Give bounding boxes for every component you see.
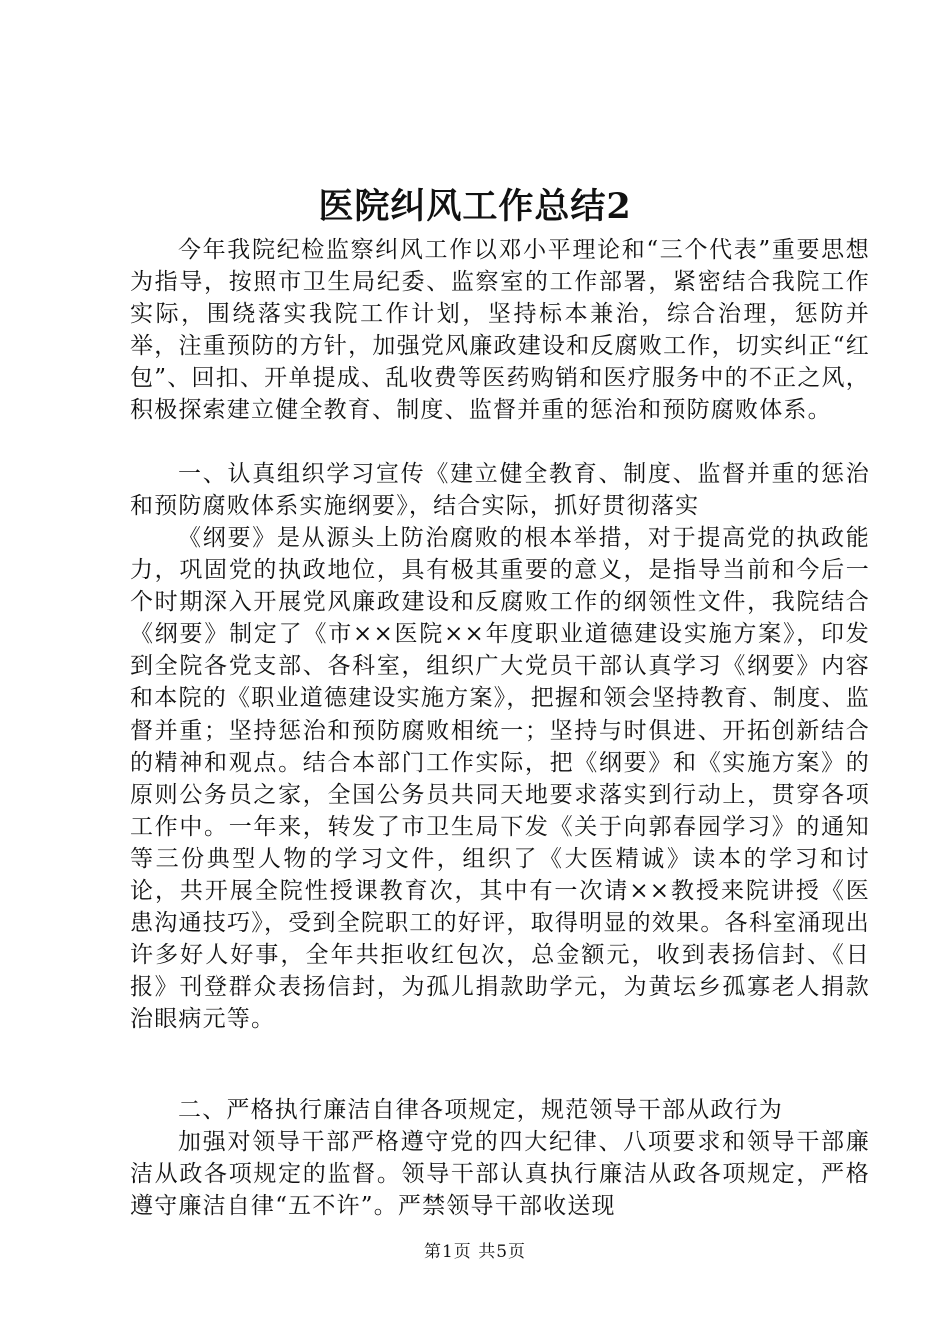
section2-body: 加强对领导干部严格遵守党的四大纪律、八项要求和领导干部廉洁从政各项规定的监督。领导干部认真执行廉洁从政各项规定，严格遵守廉洁自律“五不许”。严禁领导干部收送现 <box>130 1129 870 1220</box>
document-title: 医院纠风工作总结2 <box>318 186 632 227</box>
section1-body: 《纲要》是从源头上防治腐败的根本举措，对于提高党的执政能力，巩固党的执政地位，具有极其重要的意义，是指导当前和今后一个时期深入开展党风廉政建设和反腐败工作的纲领性文件，我院结合《纲要》制定了《市××医院××年度职业道德建设实施方案》，印发到全院各党支部、各科室，组织广大党员干部认真学习《纲要》内容和本院的《职业道德建设实施方案》，把握和领会坚持教育、制度、监督并重；坚持惩治和预防腐败相统一；坚持与时俱进、开拓创新结合的精神和观点。结合本部门工作实际，把《纲要》和《实施方案》的原则公务员之家，全国公务员共同天地要求落实到行动上，贯穿各项工作中。一年来，转发了市卫生局下发《关于向郭春园学习》的通知等三份典型人物的学习文件，组织了《大医精诚》读本的学习和讨论，共开展全院性授课教育次，其中有一次请××教授来院讲授《医患沟通技巧》，受到全院职工的好评，取得明显的效果。各科室涌现出许多好人好事，全年共拒收红包次，总金额元，收到表扬信封、《日报》刊登群众表扬信封，为孤儿捐款助学元，为黄坛乡孤寡老人捐款治眼病元等。 <box>130 525 870 1033</box>
section1-heading: 一、认真组织学习宣传《建立健全教育、制度、监督并重的惩治和预防腐败体系实施纲要》，结合实际，抓好贯彻落实 <box>130 461 870 520</box>
intro-paragraph: 今年我院纪检监察纠风工作以邓小平理论和“三个代表”重要思想为指导，按照市卫生局纪委、监察室的工作部署，紧密结合我院工作实际，围绕落实我院工作计划，坚持标本兼治，综合治理，惩防并举，注重预防的方针，加强党风廉政建设和反腐败工作，切实纠正“红包”、回扣、开单提成、乱收费等医药购销和医疗服务中的不正之风，积极探索建立健全教育、制度、监督并重的惩治和预防腐败体系。 <box>130 237 870 424</box>
page-footer: 第1页 共5页 <box>423 1242 527 1262</box>
section2-heading: 二、严格执行廉洁自律各项规定，规范领导干部从政行为 <box>178 1097 783 1123</box>
